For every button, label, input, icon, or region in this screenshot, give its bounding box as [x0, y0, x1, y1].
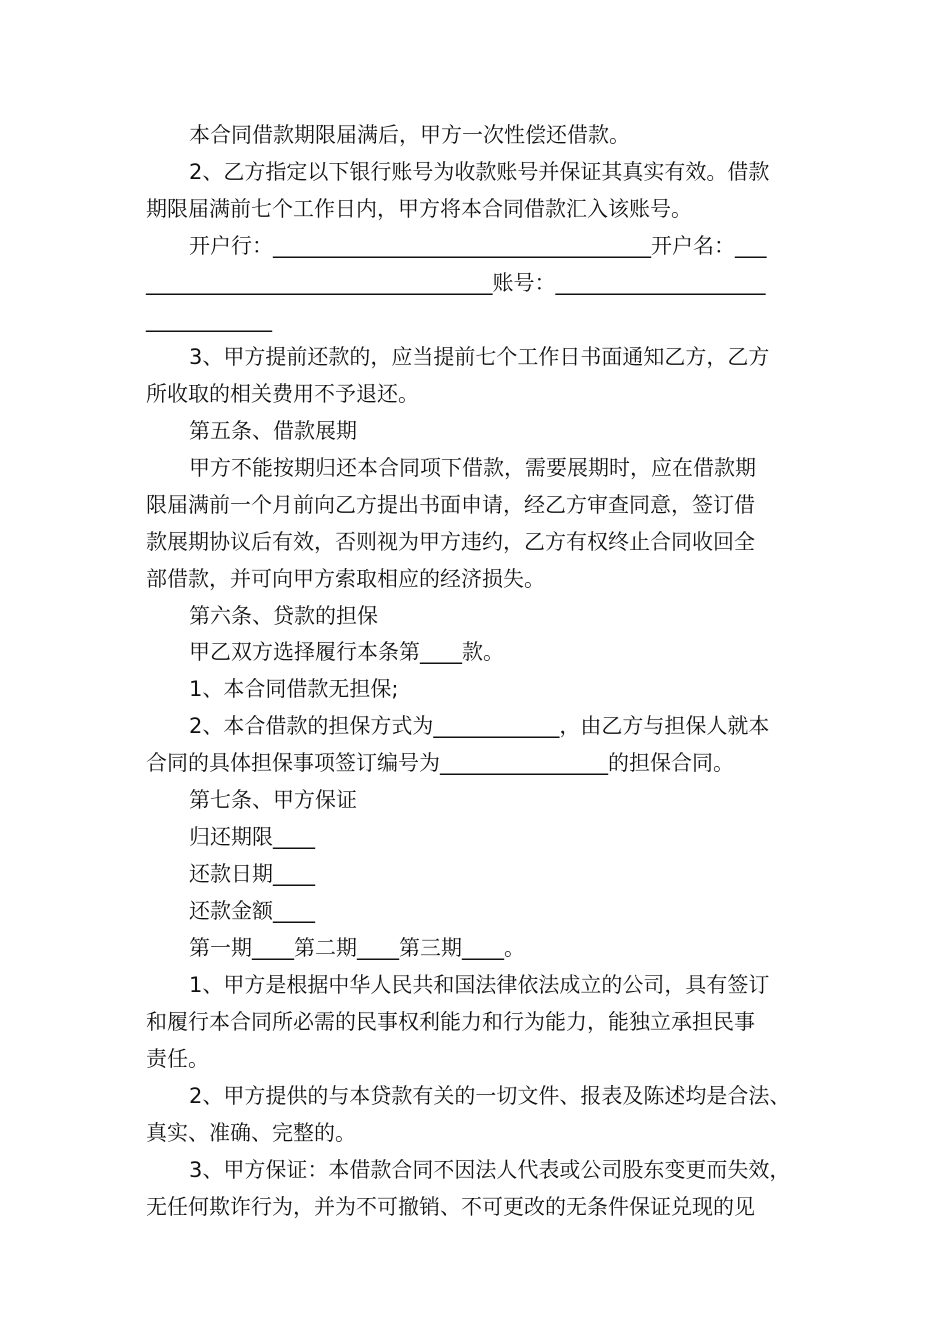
text-line: 甲乙双方选择履行本条第____款。 [189, 640, 504, 664]
text-line: ____________ [146, 308, 272, 332]
text-line: 责任。 [146, 1047, 209, 1071]
text-line: 1、本合同借款无担保; [189, 677, 399, 701]
text-line: 限届满前一个月前向乙方提出书面申请，经乙方审查同意，签订借 [146, 493, 755, 517]
section-heading: 第六条、贷款的担保 [189, 604, 378, 628]
text-line: 所收取的相关费用不予退还。 [146, 382, 419, 406]
text-line: 2、甲方提供的与本贷款有关的一切文件、报表及陈述均是合法、 [189, 1084, 791, 1108]
section-heading: 第五条、借款展期 [189, 419, 357, 443]
text-line: 第一期____第二期____第三期____。 [189, 936, 525, 960]
text-line: 开户行：____________________________________开户名：___ [189, 234, 767, 258]
text-line: 本合同借款期限届满后，甲方一次性偿还借款。 [189, 123, 630, 147]
text-line: 归还期限____ [189, 825, 315, 849]
text-line: 还款日期____ [189, 862, 315, 886]
text-line: 真实、准确、完整的。 [146, 1121, 356, 1145]
text-line: 3、甲方提前还款的，应当提前七个工作日书面通知乙方，乙方 [189, 345, 770, 369]
text-line: 和履行本合同所必需的民事权利能力和行为能力，能独立承担民事 [146, 1010, 755, 1034]
section-heading: 第七条、甲方保证 [189, 788, 357, 812]
text-line: 3、甲方保证：本借款合同不因法人代表或公司股东变更而失效， [189, 1158, 791, 1182]
text-line: 还款金额____ [189, 899, 315, 923]
text-line: 部借款，并可向甲方索取相应的经济损失。 [146, 567, 545, 591]
text-line: 甲方不能按期归还本合同项下借款，需要展期时，应在借款期 [189, 456, 756, 480]
text-line: 1、甲方是根据中华人民共和国法律依法成立的公司，具有签订 [189, 973, 770, 997]
text-line: 2、乙方指定以下银行账号为收款账号并保证其真实有效。借款 [189, 160, 770, 184]
text-line: _________________________________账号：____________________ [146, 271, 766, 295]
text-line: 款展期协议后有效，否则视为甲方违约，乙方有权终止合同收回全 [146, 530, 755, 554]
text-line: 合同的具体担保事项签订编号为________________的担保合同。 [146, 751, 734, 775]
text-line: 期限届满前七个工作日内，甲方将本合同借款汇入该账号。 [146, 197, 692, 221]
text-line: 2、本合借款的担保方式为____________，由乙方与担保人就本 [189, 714, 770, 738]
text-line: 无任何欺诈行为，并为不可撤销、不可更改的无条件保证兑现的见 [146, 1195, 755, 1219]
